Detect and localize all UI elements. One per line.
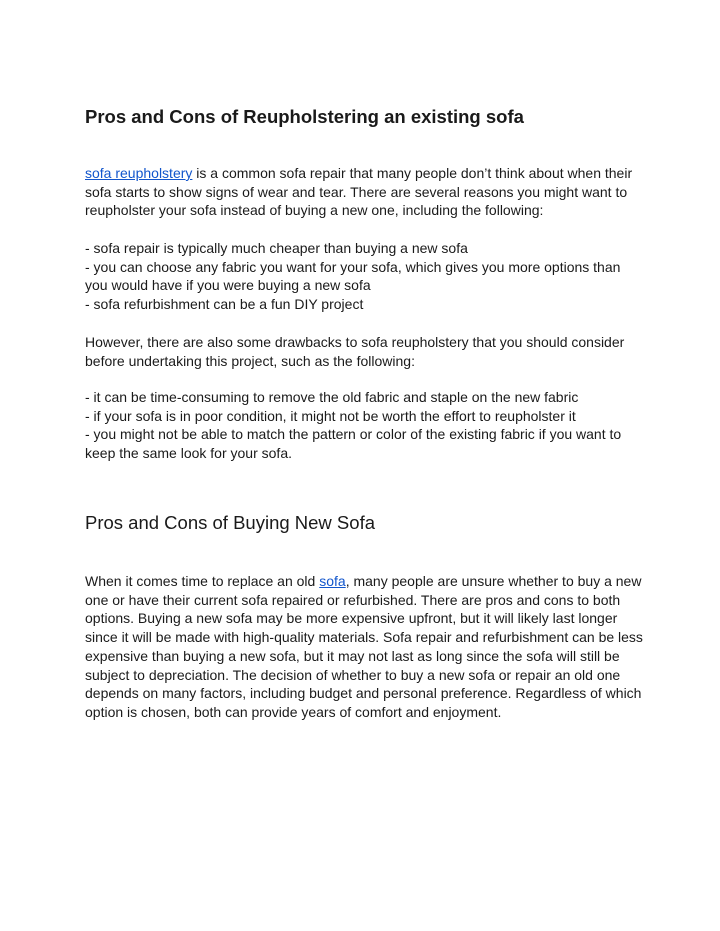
list-item: - sofa repair is typically much cheaper than buying a new sofa (85, 240, 468, 256)
list-item: - you might not be able to match the pattern or color of the existing fabric if you want to keep the same look for your sofa. (85, 426, 622, 462)
cons-list (85, 388, 645, 463)
section-title-buying-new: Pros and Cons of Buying New Sofa (85, 512, 375, 533)
pros-list (85, 239, 645, 314)
sofa-link[interactable]: sofa (319, 573, 346, 589)
list-item: - if your sofa is in poor condition, it might not be worth the effort to reupholster it (85, 407, 576, 424)
buying-text-start: When it comes time to replace an old (85, 573, 320, 589)
drawbacks-intro-paragraph (85, 333, 645, 370)
sofa-reupholstery-link[interactable]: sofa reupholstery (85, 165, 193, 181)
buying-paragraph (85, 572, 645, 722)
section-title-reupholstering: Pros and Cons of Reupholstering an existing sofa (85, 106, 524, 127)
list-item: - you can choose any fabric you want for your sofa, which gives you more options than you would have if you were buying a new sofa (85, 258, 621, 294)
drawbacks-intro-text: However, there are also some drawbacks to sofa reupholstery that you should consider before undertaking this project, such as the following: (85, 334, 625, 369)
buying-text-rest: , many people are unsure whether to buy a new one or have their current sofa repaired or refurbished. There are pros and cons to both options. Buying a new sofa may be more expensive upfront, but it will likely last longer since it will be made with high-quality materials. Sofa repair and refurbishment can be less expensive than buying a new sofa, but it may not last as long since the sofa will still be subject to depreciation. The decision of whether to buy a new sofa or repair an old one depends on many factors, including budget and personal preference. Regardless of which option is chosen, both can provide years of comfort and enjoyment. (85, 573, 643, 720)
intro-paragraph (85, 164, 645, 220)
intro-text: is a common sofa repair that many people don’t think about when their sofa starts to show signs of wear and tear. There are several reasons you might want to reupholster your sofa instead of buying a new one, including the following: (85, 165, 633, 219)
list-item: - sofa refurbishment can be a fun DIY project (85, 296, 364, 313)
list-item: - it can be time-consuming to remove the old fabric and staple on the new fabric (85, 389, 579, 405)
